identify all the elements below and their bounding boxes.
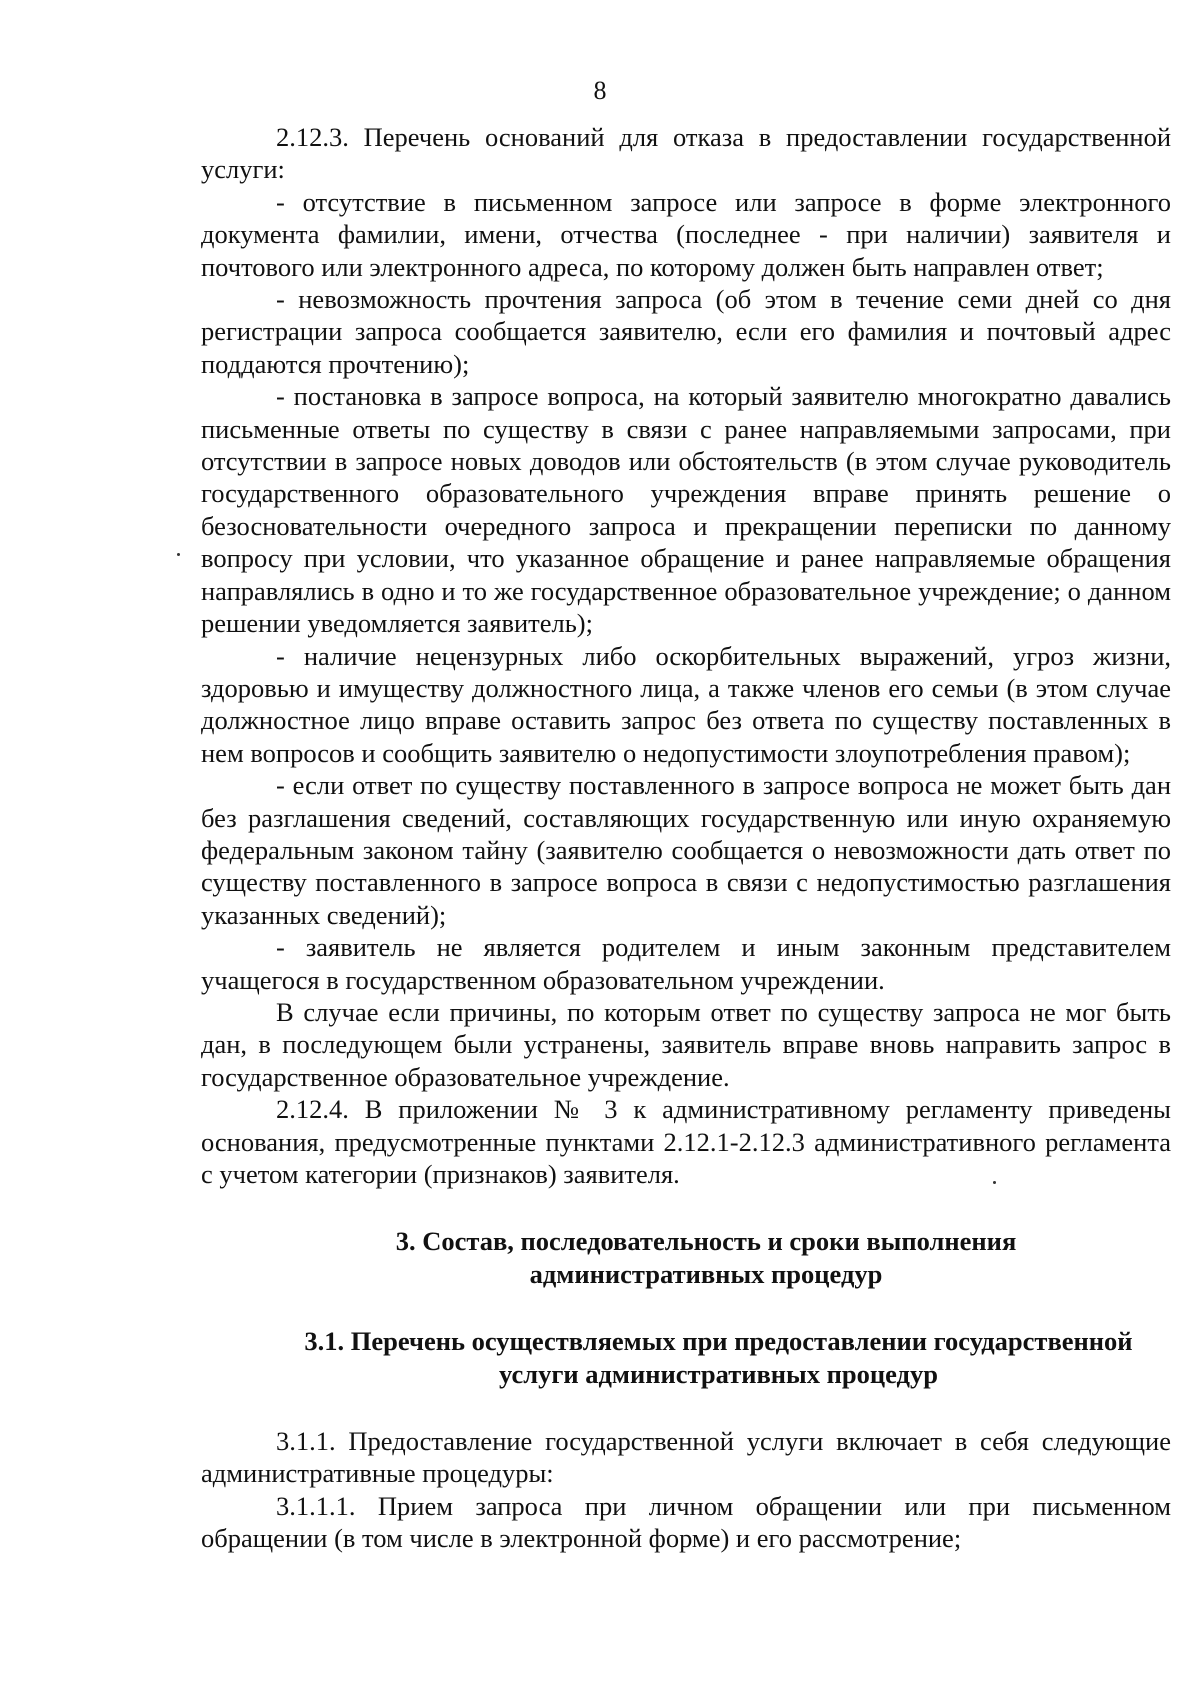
page-number: 8 xyxy=(593,76,607,105)
list-item-repeated-question: - постановка в запросе вопроса, на который заявителю многократно давались письменные ответы по существу в связи с ранее направляемыми запросами, при отсутствии в запросе новых доводов или обстоятельств (в этом случае руководитель государственного образовательного учреждения вправе принять решение о безосновательности очередного запроса и прекращении переписки по данному вопросу при условии, что указанное обращение и ранее направляемые обращения направлялись в одно и то же государственное образовательное учреждение; о данном решении уведомляется заявитель); xyxy=(201,381,1171,639)
section-heading-3-line2: административных процедур xyxy=(529,1258,883,1289)
paragraph-2-12-3: 2.12.3. Перечень оснований для отказа в предоставлении государственной услуги: xyxy=(201,122,1171,185)
list-item-offensive-language: - наличие нецензурных либо оскорбительных выражений, угроз жизни, здоровью и имуществу должностного лица, а также членов его семьи (в этом случае должностное лицо вправе оставить запрос без ответа по существу поставленных в нем вопросов и сообщить заявителю о недопустимости злоупотребления правом); xyxy=(201,640,1171,768)
document-body xyxy=(201,121,1171,1555)
scan-speck xyxy=(993,1181,996,1184)
section-heading-3 xyxy=(201,1225,1171,1290)
paragraph-3-1-1-1: 3.1.1.1. Прием запроса при личном обращении или при письменном обращении (в том числе в электронной форме) и его рассмотрение; xyxy=(201,1490,1171,1554)
list-item-unreadable-request: - невозможность прочтения запроса (об этом в течение семи дней со дня регистрации запроса сообщается заявителю, если его фамилия и почтовый адрес поддаются прочтению); xyxy=(201,284,1171,379)
list-item-no-name-or-address: - отсутствие в письменном запросе или запросе в форме электронного документа фамилии, имени, отчества (последнее - при наличии) заявителя и почтового или электронного адреса, по которому должен быть направлен ответ; xyxy=(201,186,1171,282)
section-heading-3-1-line2: услуги административных процедур xyxy=(499,1358,938,1389)
paragraph-reasons-removed: В случае если причины, по которым ответ по существу запроса не мог быть дан, в последующем были устранены, заявитель вправе вновь направить запрос в государственное образовательное учреждение. xyxy=(201,996,1171,1092)
section-heading-3-line1: 3. Состав, последовательность и сроки выполнения xyxy=(395,1226,1017,1257)
scan-speck xyxy=(177,553,180,556)
paragraph-3-1-1: 3.1.1. Предоставление государственной услуги включает в себя следующие административные процедуры: xyxy=(201,1426,1171,1489)
paragraph-2-12-4: 2.12.4. В приложении № 3 к административному регламенту приведены основания, предусмотренные пунктами 2.12.1-2.12.3 административного регламента с учетом категории (признаков) заявителя. xyxy=(201,1094,1171,1189)
list-item-not-parent: - заявитель не является родителем и иным законным представителем учащегося в государственном образовательном учреждении. xyxy=(201,932,1171,995)
section-heading-3-1-line1: 3.1. Перечень осуществляемых при предоставлении государственной xyxy=(304,1326,1133,1357)
list-item-secret-information: - если ответ по существу поставленного в запросе вопроса не может быть дан без разглашения сведений, составляющих государственную или иную охраняемую федеральным законом тайну (заявителю сообщается о невозможности дать ответ по существу поставленного в запросе вопроса в связи с недопустимостью разглашения указанных сведений); xyxy=(201,770,1171,930)
section-heading-3-1 xyxy=(201,1325,1171,1390)
